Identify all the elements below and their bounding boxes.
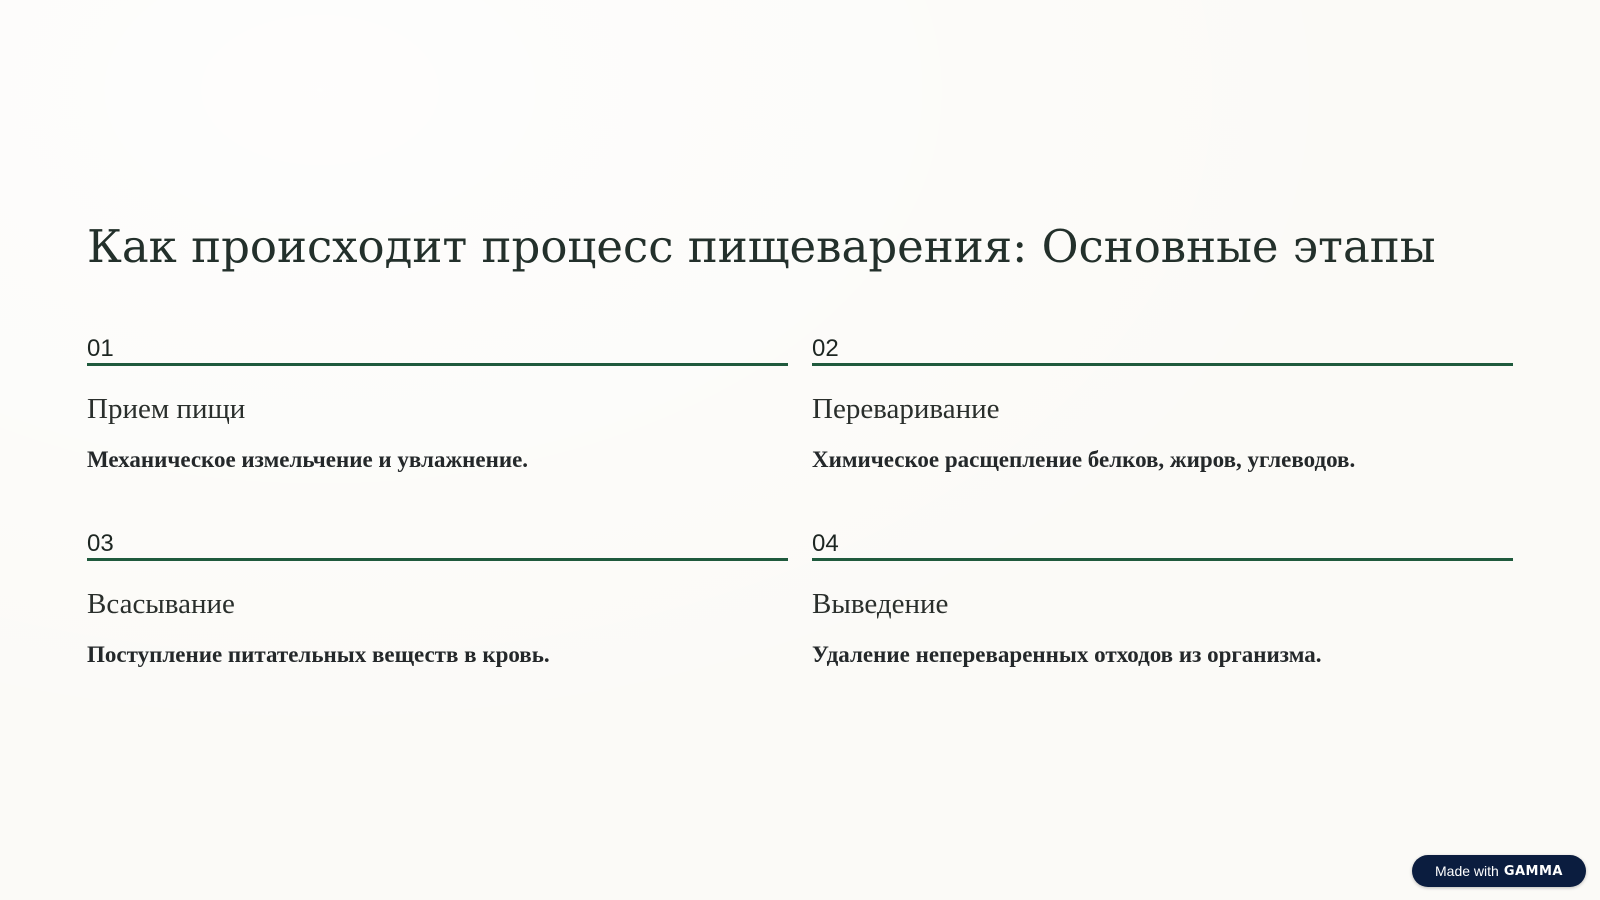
badge-prefix: Made with [1435,863,1499,879]
step-description: Химическое расщепление белков, жиров, углеводов. [812,447,1356,472]
step-card-4 [812,530,1513,670]
made-with-gamma-badge[interactable] [1412,855,1586,887]
step-card-3 [87,530,788,670]
step-description: Удаление непереваренных отходов из организма. [812,642,1322,667]
step-card-2 [812,335,1513,475]
step-description: Механическое измельчение и увлажнение. [87,447,529,472]
step-number: 02 [812,335,839,362]
step-heading: Прием пищи [87,393,246,425]
step-number: 04 [812,530,839,557]
slide-title: Как происходит процесс пищеварения: Основные этапы [87,220,1436,273]
step-number: 01 [87,335,114,362]
step-divider [87,363,788,366]
step-heading: Переваривание [812,393,1000,425]
step-description: Поступление питательных веществ в кровь. [87,642,550,667]
gamma-logo: GAMMA [1503,863,1563,879]
step-card-1 [87,335,788,475]
step-heading: Всасывание [87,588,235,620]
step-divider [812,558,1513,561]
step-divider [87,558,788,561]
step-divider [812,363,1513,366]
step-number: 03 [87,530,114,557]
step-heading: Выведение [812,588,949,620]
